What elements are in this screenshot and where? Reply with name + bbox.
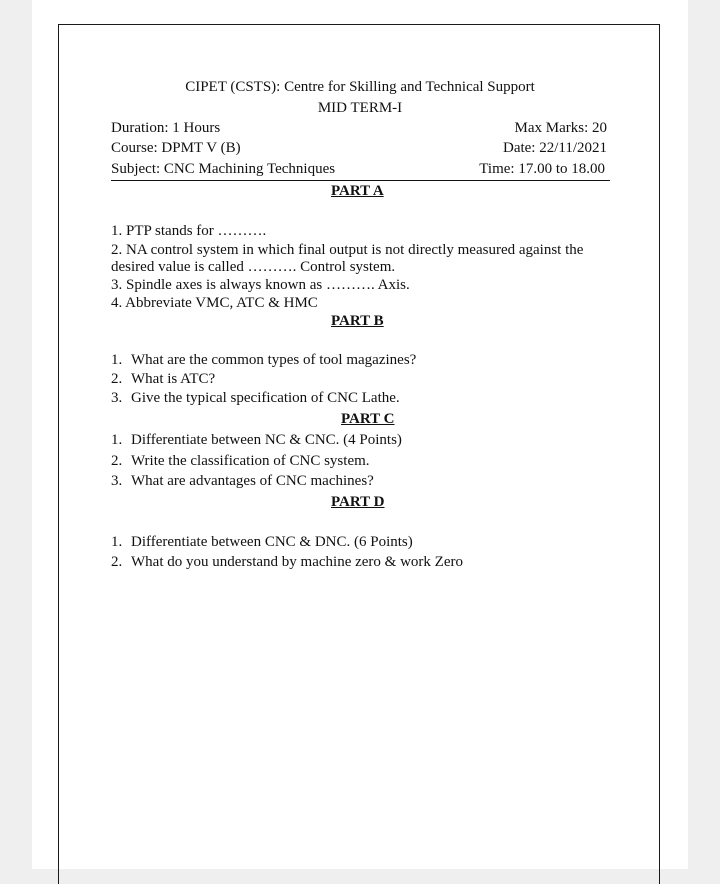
course-label: Course: DPMT V (B) <box>111 140 241 156</box>
subject-label: Subject: CNC Machining Techniques <box>111 161 336 177</box>
institute-title: CIPET (CSTS): Centre for Skilling and Technical Support <box>185 79 535 95</box>
list-item: 1. Differentiate between NC & CNC. (4 Points) <box>111 432 402 448</box>
part-a-question-2-line-1: 2. NA control system in which final output is not directly measured against the <box>111 242 584 258</box>
part-a-question-1: 1. PTP stands for ………. <box>111 223 267 239</box>
header-divider <box>111 180 610 181</box>
list-item: 1. What are the common types of tool magazines? <box>111 352 417 368</box>
part-a-question-2-line-2: desired value is called ………. Control system. <box>111 259 396 275</box>
question-text: Give the typical specification of CNC Lathe. <box>131 390 400 406</box>
question-text: What is ATC? <box>131 371 216 387</box>
list-item: 3. What are advantages of CNC machines? <box>111 473 374 489</box>
part-a-question-3: 3. Spindle axes is always known as ………. Axis. <box>111 277 410 293</box>
exam-title: MID TERM-I <box>317 100 403 116</box>
part-c-title: PART C <box>341 411 395 427</box>
list-item: 2. What is ATC? <box>111 371 216 387</box>
question-text: What do you understand by machine zero & work Zero <box>131 554 463 570</box>
part-b-title: PART B <box>331 313 384 329</box>
question-text: What are advantages of CNC machines? <box>131 473 374 489</box>
list-item: 2. What do you understand by machine zero & work Zero <box>111 554 463 570</box>
list-item: 2. Write the classification of CNC system. <box>111 453 370 469</box>
question-text: Differentiate between NC & CNC. (4 Points) <box>131 432 402 448</box>
part-d-title: PART D <box>331 494 385 510</box>
list-item: 1. Differentiate between CNC & DNC. (6 Points) <box>111 534 413 550</box>
max-marks-label: Max Marks: 20 <box>514 120 607 136</box>
part-a-question-4: 4. Abbreviate VMC, ATC & HMC <box>111 295 318 311</box>
question-text: Differentiate between CNC & DNC. (6 Points) <box>131 534 413 550</box>
question-text: What are the common types of tool magazines? <box>131 352 417 368</box>
time-label: Time: 17.00 to 18.00 <box>479 161 605 177</box>
duration-label: Duration: 1 Hours <box>111 120 221 136</box>
part-a-title: PART A <box>331 183 384 199</box>
question-text: Write the classification of CNC system. <box>131 453 370 469</box>
date-label: Date: 22/11/2021 <box>502 140 607 156</box>
list-item: 3. Give the typical specification of CNC Lathe. <box>111 390 400 406</box>
